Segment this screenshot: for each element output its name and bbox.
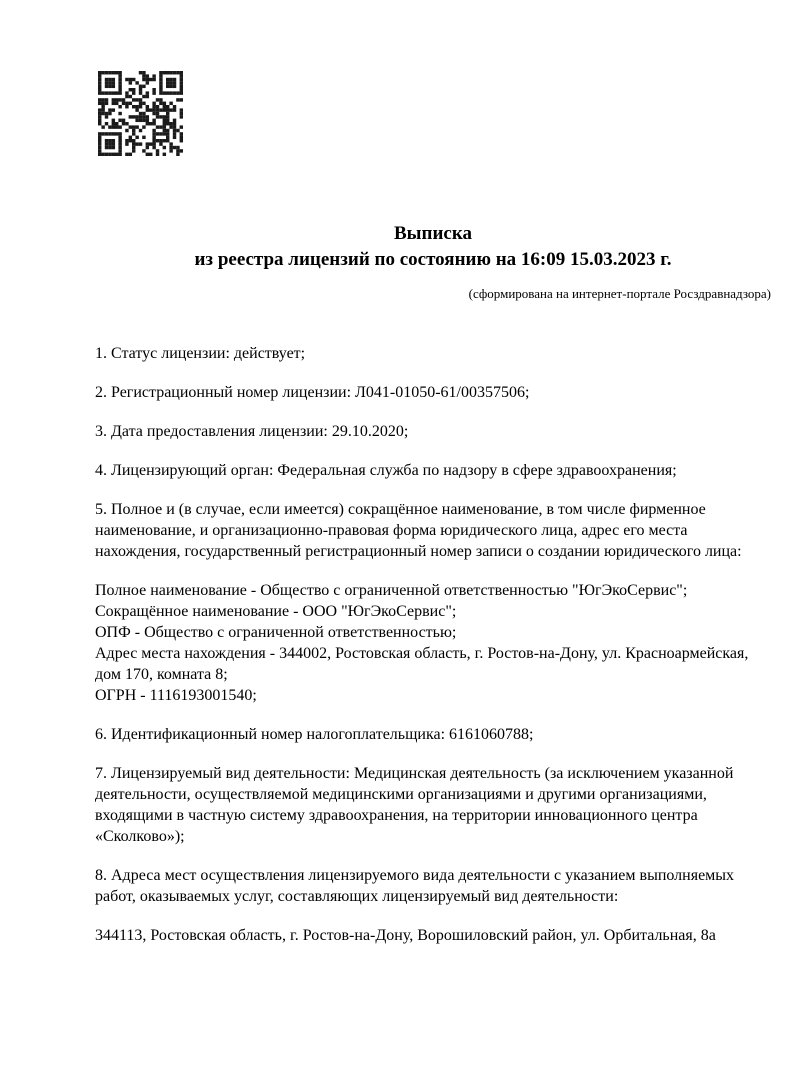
title-line-2: из реестра лицензий по состоянию на 16:09 15.03.2023 г.: [194, 249, 672, 270]
organization-details-block: [95, 580, 771, 706]
activity-addresses-heading: 8. Адреса мест осуществления лицензируемого вида деятельности с указанием выполняемых работ, оказываемых услуг, составляющих лицензируемый вид деятельности:: [95, 867, 735, 905]
activity-address-line: 344113, Ростовская область, г. Ростов-на-Дону, Ворошиловский район, ул. Орбитальная, 8а: [95, 927, 716, 944]
org-short-name-line: Сокращённое наименование - ООО "ЮгЭкоСервис";: [95, 603, 457, 620]
licensing-authority-line: 4. Лицензирующий орган: Федеральная служба по надзору в сфере здравоохранения;: [95, 462, 677, 479]
document-subtitle: (сформирована на интернет-портале Росздравнадзора): [468, 286, 771, 301]
org-opf-line: ОПФ - Общество с ограниченной ответственностью;: [95, 624, 457, 641]
document-content: [95, 0, 771, 946]
org-address-line: Адрес места нахождения - 344002, Ростовская область, г. Ростов-на-Дону, ул. Красноармейская, дом 170, комната 8;: [95, 645, 749, 683]
grant-date-line: 3. Дата предоставления лицензии: 29.10.2020;: [95, 423, 409, 440]
licensed-activity-line: 7. Лицензируемый вид деятельности: Медицинская деятельность (за исключением указанной деятельности, осуществляемой медицинскими организациями и другими организациями, входящими в частную систему здравоохранения, на территории инновационного центра «Сколково»);: [95, 765, 734, 845]
registration-number-line: 2. Регистрационный номер лицензии: Л041-01050-61/00357506;: [95, 384, 530, 401]
title-line-1: Выписка: [394, 223, 472, 244]
org-info-heading: 5. Полное и (в случае, если имеется) сокращённое наименование, в том числе фирменное наименование, и организационно-правовая форма юридического лица, адрес его места нахождения, государственный регистрационный номер записи о создании юридического лица:: [95, 501, 742, 560]
license-status-line: 1. Статус лицензии: действует;: [95, 345, 306, 362]
org-full-name-line: Полное наименование - Общество с ограниченной ответственностью "ЮгЭкоСервис";: [95, 582, 688, 599]
org-ogrn-line: ОГРН - 1116193001540;: [95, 687, 257, 704]
document-title: [95, 221, 771, 273]
taxpayer-id-line: 6. Идентификационный номер налогоплательщика: 6161060788;: [95, 726, 534, 743]
